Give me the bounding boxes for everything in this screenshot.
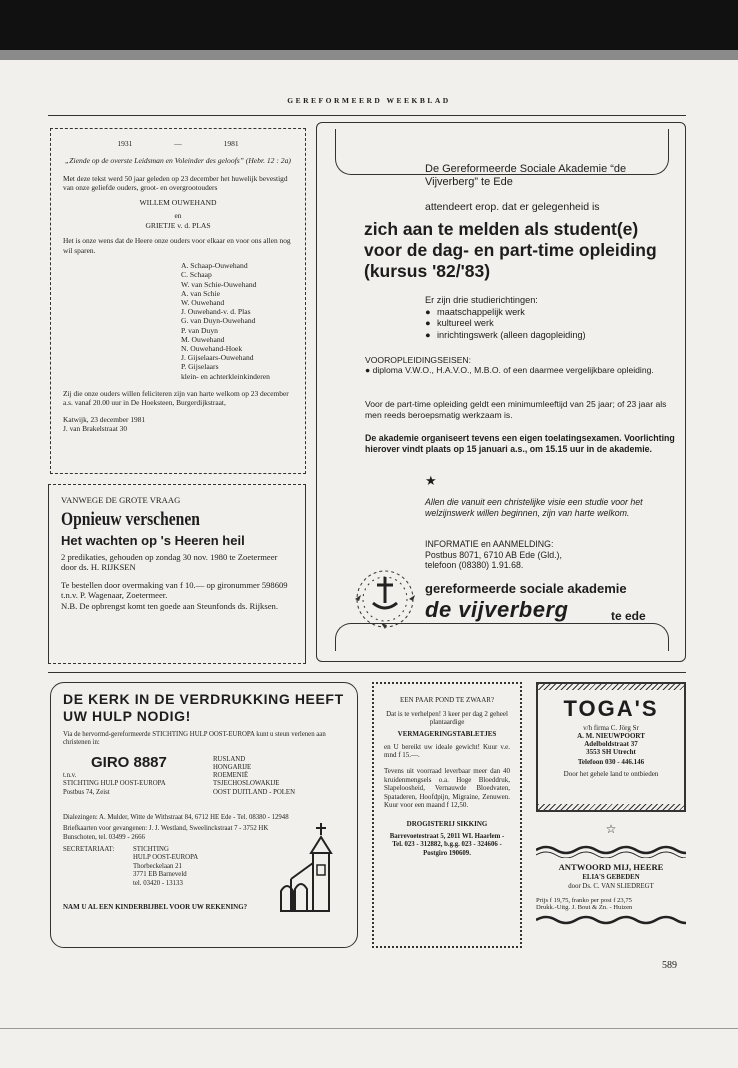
academy-directions bbox=[425, 295, 677, 341]
family-name: klein- en achterkleinkinderen bbox=[181, 371, 270, 381]
church-countries bbox=[213, 756, 295, 797]
church-building-icon bbox=[277, 819, 349, 919]
directions-intro: Er zijn drie studierichtingen: bbox=[425, 295, 538, 305]
sec-line: STICHTING bbox=[133, 846, 169, 854]
church-intro: Via de hervormd-gereformeerde STICHTING HULP OOST-EUROPA kunt u steun verlenen aan christenen in: bbox=[63, 731, 326, 747]
slim-p2: en U bereikt uw ideale gewicht! Kuur v.e. mnd f 15.—. bbox=[384, 742, 510, 760]
country-item: TSJECHOSLOWAKIJE bbox=[213, 780, 280, 788]
book-title: ANTWOORD MIJ, HEERE bbox=[558, 862, 664, 872]
academy-parttime: Voor de part-time opleiding geldt een minimumleeftijd van 25 jaar; of 23 jaar als men reeds beroepsmatig werkzaam is. bbox=[365, 399, 667, 420]
info-phone: telefoon (08380) 1.91.68. bbox=[425, 560, 524, 571]
anniversary-notice bbox=[50, 128, 306, 474]
slim-title: EEN PAAR POND TE ZWAAR? bbox=[399, 696, 495, 704]
book-author: door Ds. C. VAN SLIEDREGT bbox=[568, 883, 654, 890]
anniversary-quote: „Ziende op de overste Leidsman en Voleinder des geloofs” (Hebr. 12 : 2a) bbox=[65, 156, 291, 165]
church-account bbox=[63, 772, 166, 797]
academy-exam: De akademie organiseert tevens een eigen toelatingsexamen. Voorlichting hierover vindt plaats op 15 januari a.s., om 15.15 uur in de akademie. bbox=[365, 433, 675, 454]
academy-welcome: Allen die vanuit een christelijke visie een studie voor het welzijnswerk willen beginnen, zijn van harte welkom. bbox=[425, 497, 643, 518]
scan-shadow bbox=[0, 50, 738, 60]
book-subtitle: ELIA'S GEBEDEN bbox=[582, 874, 640, 881]
section-rule bbox=[48, 672, 686, 673]
country-item: ROEMENIË bbox=[213, 772, 249, 780]
togas-top-border bbox=[538, 684, 684, 690]
family-name: W. Ouwehand bbox=[181, 298, 225, 308]
prereq-title: VOOROPLEIDINGSEISEN: bbox=[365, 355, 472, 365]
anniversary-intro: Met deze tekst werd 50 jaar geleden op 23 december het huwelijk bevestigd van onze geliefde ouders, groot- en overgrootouders bbox=[63, 173, 288, 192]
page-header: GEREFORMEERD WEEKBLAD bbox=[287, 96, 451, 105]
sec-line: HULP OOST-EUROPA bbox=[133, 854, 199, 862]
slim-shop: DROGISTERIJ SIKKING bbox=[406, 819, 488, 828]
sec-line: tel. 03420 - 13133 bbox=[133, 879, 183, 887]
book-ad bbox=[536, 844, 686, 940]
family-name: W. van Schie-Ouwehand bbox=[181, 279, 257, 289]
family-name: M. Ouwehand bbox=[181, 334, 225, 344]
togas-owner: A. M. NIEUWPOORT bbox=[577, 732, 645, 740]
scan-bottom-edge bbox=[0, 1028, 738, 1029]
family-name: P. Gijselaars bbox=[181, 362, 219, 372]
year-end: 1981 bbox=[223, 139, 239, 148]
husband-name: WILLEM OUWEHAND bbox=[139, 198, 217, 208]
direction-item bbox=[425, 307, 677, 319]
church-ad bbox=[50, 682, 358, 948]
church-footer: NAM U AL EEN KINDERBIJBEL VOOR UW REKENING? bbox=[63, 903, 248, 912]
scan-top-edge bbox=[0, 0, 738, 50]
academy-star: ★ bbox=[425, 473, 437, 488]
header-rule bbox=[48, 115, 686, 116]
family-name: J. Gijselaars-Ouwehand bbox=[181, 353, 254, 363]
reprint-note: N.B. De opbrengst komt ten goede aan Steunfonds ds. Rijksen. bbox=[61, 600, 278, 611]
togas-bottom-border bbox=[538, 804, 684, 810]
anniversary-years bbox=[63, 139, 293, 148]
church-postbus: Postbus 74, Zeist bbox=[63, 788, 110, 796]
slim-p3: Tevens uit voorraad leverbaar meer dan 40 kruidenmengsels o.a. Hoge Bloeddruk, Slapeloosheid, Vernauwde Bloedvaten, Spataderen, Hoofdpijn, Migraine, Zenuwen. Kuur voor een maand f 12,50. bbox=[384, 766, 510, 810]
togas-ad bbox=[536, 682, 686, 812]
info-title: INFORMATIE en AANMELDING: bbox=[425, 539, 554, 549]
sec-line: 3771 EB Barneveld bbox=[133, 871, 187, 879]
reprint-ad bbox=[48, 484, 306, 664]
togas-offer: Door het gehele land te ontbieden bbox=[563, 770, 659, 778]
family-name: J. Ouwehand-v. d. Plas bbox=[181, 307, 251, 317]
sec-lines bbox=[133, 846, 198, 888]
academy-attention: attendeert erop. dat er gelegenheid is bbox=[425, 201, 600, 213]
year-dash: — bbox=[174, 139, 182, 148]
anniversary-invite: Zij die onze ouders willen feliciteren zijn van harte welkom op 23 december a.s. vanaf 20.00 uur in De Hoeksteen, Burgerdijkstraat, bbox=[63, 388, 289, 408]
family-list bbox=[181, 261, 293, 381]
reprint-headline: Opnieuw verschenen bbox=[61, 509, 200, 530]
slim-shop-address: Barrevoetestraat 5, 2011 WL Haarlem - Tel. 023 - 312882, b.g.g. 023 - 324606 - Postgiro 190609. bbox=[389, 832, 505, 857]
info-address: Postbus 8071, 6710 AB Ede (Gld.), bbox=[425, 549, 562, 560]
academy-logo-name: de vijverberg bbox=[425, 597, 569, 622]
anniversary-address: J. van Brakelstraat 30 bbox=[63, 424, 128, 434]
family-name: P. van Duyn bbox=[181, 325, 218, 335]
wife-name: GRIETJE v. d. PLAS bbox=[145, 221, 211, 231]
family-name: A. van Schie bbox=[181, 288, 221, 298]
academy-headline: zich aan te melden als student(e) voor de dag- en part-time opleiding (kursus '82/'83) bbox=[364, 219, 657, 281]
family-name: N. Ouwehand-Hoek bbox=[181, 344, 243, 354]
book-price: Prijs f 19,75, franko per post f 23,75 bbox=[536, 897, 632, 904]
sec-label: SECRETARIAAT: bbox=[63, 846, 115, 854]
academy-logo-city: te ede bbox=[611, 609, 646, 623]
slim-p1: Dat is te verhelpen! 3 keer per dag 2 geheel plantaardige bbox=[386, 709, 508, 727]
reprint-detail: 2 predikaties, gehouden op zondag 30 nov. 1980 te Zoetermeer door ds. H. RIJKSEN bbox=[61, 552, 278, 573]
academy-logo-top: gereformeerde sociale akademie bbox=[425, 581, 627, 596]
togas-city: 3553 SH Utrecht bbox=[586, 748, 636, 756]
book-publisher: Drukk.-Uitg. J. Bout & Zn. - Huizen bbox=[536, 904, 633, 911]
slim-ad bbox=[372, 682, 522, 948]
reprint-order: Te bestellen door overmaking van f 10.— op gironummer 598609 t.n.v. P. Wagenaar, Zoetermeer. bbox=[61, 579, 288, 601]
church-tnv: t.n.v. bbox=[63, 771, 77, 779]
church-giro: GIRO 8887 bbox=[91, 753, 167, 771]
church-giro-block bbox=[63, 754, 345, 810]
country-item: RUSLAND bbox=[213, 755, 246, 763]
bullet-icon: ● bbox=[425, 329, 431, 340]
and-text: en bbox=[174, 211, 182, 221]
sec-line: Thorbeckelaan 21 bbox=[133, 862, 182, 870]
academy-ad bbox=[316, 122, 686, 662]
book-star: ☆ bbox=[605, 822, 617, 836]
country-item: HONGARIJE bbox=[213, 764, 252, 772]
prereq-item bbox=[365, 365, 677, 375]
bullet-icon: ● bbox=[425, 318, 431, 328]
direction-label: maatschappelijk werk bbox=[437, 306, 525, 317]
direction-label: inrichtingswerk (alleen dagopleiding) bbox=[437, 329, 586, 340]
page-number: 589 bbox=[662, 960, 677, 971]
academy-info bbox=[425, 539, 665, 571]
togas-name: TOGA'S bbox=[563, 696, 659, 721]
church-headline: DE KERK IN DE VERDRUKKING HEEFT UW HULP NODIG! bbox=[63, 691, 344, 724]
reprint-title: Het wachten op 's Heeren heil bbox=[61, 533, 245, 548]
anniversary-place-date: Katwijk, 23 december 1981 bbox=[63, 414, 146, 424]
slim-product: VERMAGERINGSTABLETJES bbox=[397, 729, 497, 738]
togas-street: Adelboldstraat 37 bbox=[584, 740, 638, 748]
togas-firm: v/h firma C. Jörg Sr bbox=[583, 724, 639, 732]
bullet-icon: ● bbox=[425, 306, 431, 317]
book-bottom-ornament-icon bbox=[536, 915, 686, 925]
church-brief: Briefkaarten voor gevangenen: J. J. Westland, Sweelinckstraat 7 - 3752 HK Bunschoten, tel. 03499 - 2666 bbox=[63, 825, 269, 841]
country-item: OOST DUITLAND - POLEN bbox=[213, 788, 295, 796]
anniversary-wish: Het is onze wens dat de Heere onze ouders voor elkaar en voor ons allen nog wil sparen. bbox=[63, 236, 291, 255]
direction-label: kultureel werk bbox=[437, 318, 494, 328]
direction-item bbox=[425, 330, 677, 342]
family-name: G. van Duyn-Ouwehand bbox=[181, 316, 256, 326]
year-start: 1931 bbox=[117, 139, 133, 148]
book-top-ornament-icon bbox=[536, 844, 686, 858]
togas-phone: Telefoon 030 - 446.146 bbox=[577, 758, 645, 766]
academy-prereq bbox=[365, 355, 677, 376]
direction-item bbox=[425, 318, 677, 330]
church-foundation: STICHTING HULP OOST-EUROPA bbox=[63, 780, 166, 788]
academy-org: De Gereformeerde Sociale Akademie “de Vijverberg” te Ede bbox=[425, 163, 627, 188]
prereq-text: diploma V.W.O., H.A.V.O., M.B.O. of een daarmee vergelijkbare opleiding. bbox=[372, 365, 654, 376]
reprint-kicker: VANWEGE DE GROTE VRAAG bbox=[61, 495, 181, 505]
academy-bottom-frame bbox=[335, 623, 669, 651]
family-name: C. Schaap bbox=[181, 270, 212, 280]
church-dialezingen: Dialezingen: A. Mulder, Witte de Withstraat 84, 6712 HE Ede - Tel. 08380 - 12948 bbox=[63, 813, 289, 821]
bullet-icon: ● bbox=[365, 365, 373, 376]
family-name: A. Schaap-Ouwehand bbox=[181, 261, 248, 271]
